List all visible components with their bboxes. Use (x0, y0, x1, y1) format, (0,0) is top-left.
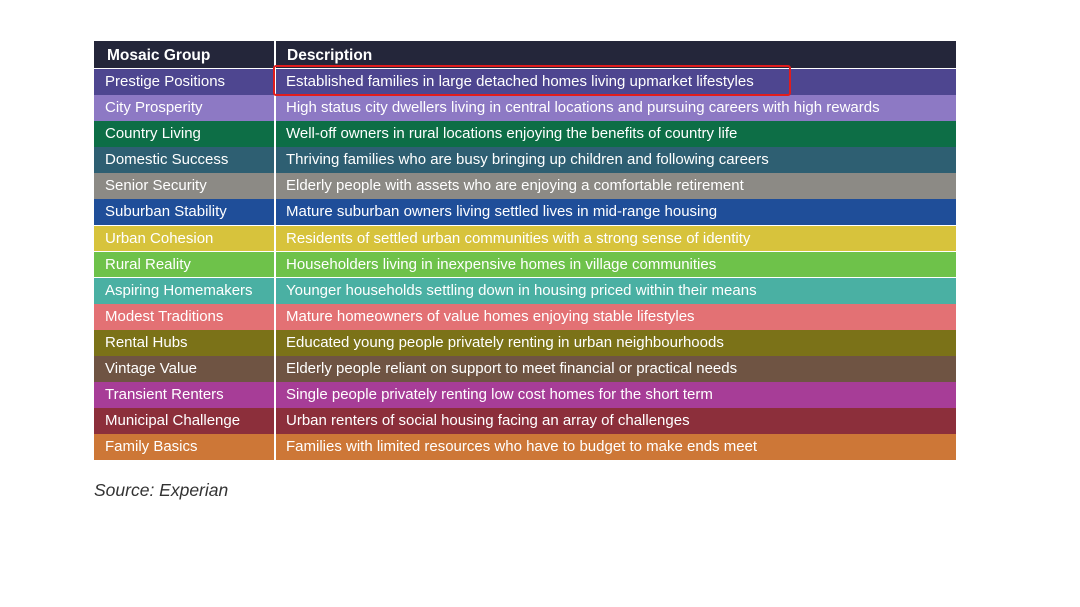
mosaic-group-cell: City Prosperity (105, 99, 203, 117)
description-cell: Families with limited resources who have to budget to make ends meet (286, 438, 758, 456)
table-row (94, 173, 956, 199)
header-mosaic-group: Mosaic Group (107, 47, 211, 64)
table-row (94, 121, 956, 147)
mosaic-group-cell: Municipal Challenge (105, 412, 241, 430)
table-row (94, 95, 956, 121)
table-row (94, 382, 956, 408)
mosaic-group-cell: Prestige Positions (105, 73, 226, 90)
description-cell: High status city dwellers living in central locations and pursuing careers with high rewards (286, 99, 880, 117)
mosaic-group-cell: Transient Renters (105, 386, 224, 404)
mosaic-group-cell: Suburban Stability (105, 203, 227, 221)
description-cell: Younger households settling down in housing priced within their means (286, 281, 757, 299)
description-cell: Elderly people reliant on support to meet financial or practical needs (286, 360, 738, 378)
description-cell: Householders living in inexpensive homes in village communities (286, 255, 717, 273)
table-row (94, 69, 956, 95)
source-caption: Source: Experian (94, 480, 229, 500)
description-cell: Mature suburban owners living settled lives in mid-range housing (286, 203, 718, 221)
mosaic-group-cell: Rural Reality (105, 255, 191, 273)
table-row (94, 199, 956, 225)
table-row (94, 434, 956, 460)
table-row (94, 252, 956, 278)
table-body (94, 69, 956, 460)
mosaic-group-cell: Senior Security (105, 177, 207, 195)
description-cell: Educated young people privately renting in urban neighbourhoods (286, 333, 724, 351)
mosaic-group-cell: Country Living (105, 125, 201, 143)
description-cell: Single people privately renting low cost homes for the short term (286, 386, 713, 404)
table-row (94, 226, 956, 252)
table-row (94, 304, 956, 330)
mosaic-group-cell: Aspiring Homemakers (105, 281, 253, 299)
table-row (94, 408, 956, 434)
description-cell: Thriving families who are busy bringing up children and following careers (286, 151, 769, 169)
table-row (94, 147, 956, 173)
mosaic-groups-table (94, 41, 956, 460)
table-row (94, 356, 956, 382)
mosaic-group-cell: Vintage Value (105, 360, 198, 378)
table-row (94, 278, 956, 304)
description-cell: Urban renters of social housing facing an array of challenges (286, 412, 690, 430)
table-row (94, 330, 956, 356)
mosaic-group-cell: Family Basics (105, 438, 198, 456)
description-cell: Residents of settled urban communities with a strong sense of identity (286, 229, 751, 247)
description-cell: Established families in large detached homes living upmarket lifestyles (286, 73, 754, 90)
mosaic-group-cell: Rental Hubs (105, 333, 188, 351)
header-description: Description (287, 47, 373, 64)
mosaic-group-cell: Modest Traditions (105, 307, 224, 325)
description-cell: Elderly people with assets who are enjoying a comfortable retirement (286, 177, 744, 195)
mosaic-group-cell: Domestic Success (105, 151, 229, 169)
table-header (94, 41, 956, 68)
description-cell: Well-off owners in rural locations enjoying the benefits of country life (286, 125, 738, 143)
mosaic-group-cell: Urban Cohesion (105, 229, 214, 247)
description-cell: Mature homeowners of value homes enjoying stable lifestyles (286, 307, 695, 325)
